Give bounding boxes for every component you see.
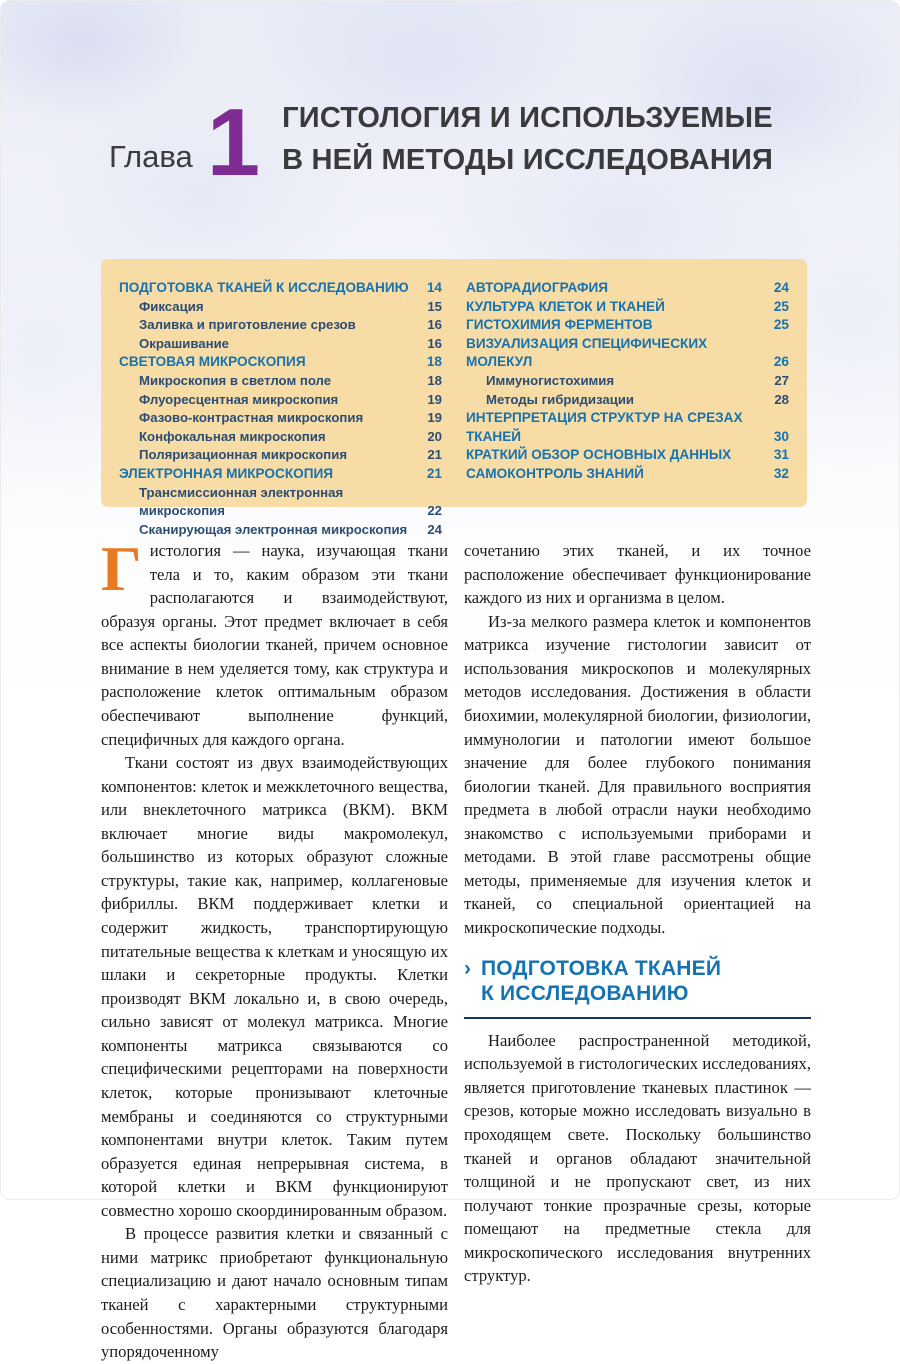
toc-entry-label[interactable]: САМОКОНТРОЛЬ ЗНАНИЙ [466,465,644,481]
toc-entry[interactable] [466,465,789,484]
toc-entry-page-number: 19 [427,410,442,426]
right-paragraphs-after [464,1029,811,1288]
toc-entry-label[interactable]: ИНТЕРПРЕТАЦИЯ СТРУКТУР НА СРЕЗАХ ТКАНЕЙ [466,410,743,444]
toc-entry-page-number: 30 [773,428,789,444]
toc-entry-page-number: 25 [773,317,789,333]
chapter-title [282,97,773,181]
toc-entry-page-number: 15 [427,298,442,314]
section-heading-title [481,956,721,1007]
body-column-left [101,533,448,1364]
toc-entry[interactable] [119,372,442,391]
toc-entry[interactable] [466,391,789,410]
toc-entry[interactable] [119,521,442,540]
chapter-number: 1 [206,89,261,197]
toc-entry-page-number: 18 [427,372,442,388]
paragraph: Из-за мелкого размера клеток и компонентов матрикса изучение гистологии зависит от использования микроскопов и молекулярных методов исследования. Достижения в области биохимии, молекулярной биологии, физиологии, иммунологии и патологии имеют большое значение для более глубокого понимания биологии тканей. Для правильного восприятия предмета в любой отрасли науки необходимо знакомство с используемыми приборами и методами. В этой главе рассмотрены общие методы, применяемые для изучения клеток и тканей, со специальной ориентацией на микроскопические подходы. [464,611,811,937]
toc-entry-label[interactable]: ГИСТОХИМИЯ ФЕРМЕНТОВ [466,317,653,333]
toc-entry-label[interactable]: ПОДГОТОВКА ТКАНЕЙ К ИССЛЕДОВАНИЮ [119,280,409,295]
paragraph: Ткани состоят из двух взаимодействующих компонентов: клеток и межклеточного вещества, или внеклеточного матрикса (ВКМ). ВКМ включает многие виды макромолекул, большинство из которых образуют сложные структуры, такие как, например, коллагеновые фибриллы. ВКМ поддерживает клетки и содержит жидкость, транспортирующую питательные вещества к клеткам и уносящую их шлаки и секреторные продукты. Клетки производят ВКМ локально и, в свою очередь, сильно зависят от молекул матрикса. Многие компоненты матрикса связываются со специфическими рецепторами на поверхности клеток, которые пронизывают клеточные мембраны и соединяются со структурными компонентами внутри клеток. Таким путем образуется единая непрерывная система, в которой клетки и ВКМ функционируют совместно хорошо скоординированным образом. [101,753,448,1220]
toc-entry-page-number: 14 [426,280,442,295]
toc-entry[interactable] [466,372,789,391]
toc-entry-page-number: 25 [773,298,789,314]
body-text [101,533,811,1364]
toc-entry[interactable] [119,298,442,317]
toc-column-left [119,279,442,537]
toc-entry-label[interactable]: Фиксация [139,298,204,314]
toc-entry-label[interactable]: Поляризационная микроскопия [139,447,348,463]
section-heading [464,956,811,1019]
toc-entry[interactable] [466,335,789,372]
chapter-title-line2: В НЕЙ МЕТОДЫ ИССЛЕДОВАНИЯ [282,144,774,177]
paragraph: сочетанию этих тканей, и их точное расположение обеспечивает функционирование каждого из них и организма в целом. [464,541,811,608]
toc-entry-page-number: 28 [774,391,789,407]
toc-entry-label[interactable]: Окрашивание [139,335,230,351]
toc-entry-page-number: 32 [773,465,789,481]
toc-entry-label[interactable]: СВЕТОВАЯ МИКРОСКОПИЯ [119,354,306,370]
toc-entry-label[interactable]: Иммуногистохимия [486,372,615,388]
toc-entry-page-number: 18 [426,354,442,370]
toc-entry-page-number: 21 [426,465,442,481]
chapter-header [109,89,774,197]
toc-entry-page-number: 21 [427,447,442,463]
toc-entry[interactable] [119,428,442,447]
toc-entry-page-number: 24 [773,280,789,295]
toc-entry[interactable] [466,409,789,446]
toc-entry-label[interactable]: ВИЗУАЛИЗАЦИЯ СПЕЦИФИЧЕСКИХ МОЛЕКУЛ [466,335,708,370]
toc-entry[interactable] [119,484,442,521]
paragraph-text: истология — наука, изучающая ткани тела и то, каким образом эти ткани располагаются и взаимодействуют, образуя органы. Этот предмет включает в себя все аспекты биологии тканей, причем основное внимание в нем уделяется тому, как структура и расположение клеток оптимальным образом обеспечивают выполнение функций, специфичных для каждого органа. [101,541,448,749]
toc-entry-label[interactable]: Фазово-контрастная микроскопия [139,410,364,426]
toc-entry-page-number: 26 [773,354,789,370]
toc-entry-label[interactable]: КРАТКИЙ ОБЗОР ОСНОВНЫХ ДАННЫХ [466,447,732,463]
toc-entry[interactable] [119,409,442,428]
section-heading-line1: ПОДГОТОВКА ТКАНЕЙ [481,956,722,980]
toc-entry[interactable] [119,391,442,410]
chevron-right-icon: › [464,956,471,980]
drop-cap-letter: Г [101,533,142,604]
toc-entry[interactable] [466,446,789,465]
toc-entry-page-number: 24 [427,521,442,537]
toc-entry[interactable] [119,465,442,484]
toc-entry-label[interactable]: Заливка и приготовление срезов [139,317,356,333]
toc-entry-page-number: 16 [427,335,442,351]
section-heading-line2: К ИССЛЕДОВАНИЮ [481,982,689,1006]
paragraph-dropcap [101,533,448,751]
toc-entry[interactable] [119,279,442,298]
right-paragraphs-before [464,539,811,940]
toc-entry[interactable] [119,353,442,372]
toc-entry-label[interactable]: Конфокальная микроскопия [139,428,326,444]
toc-entry-label[interactable]: АВТОРАДИОГРАФИЯ [466,280,609,295]
toc-entry-label[interactable]: Методы гибридизации [486,391,635,407]
toc-entry-label[interactable]: Флуоресцентная микроскопия [139,391,339,407]
body-column-right [464,539,811,1364]
toc-entry-label[interactable]: КУЛЬТУРА КЛЕТОК И ТКАНЕЙ [466,298,665,314]
toc-entry-page-number: 31 [773,447,789,463]
toc-entry-page-number: 19 [427,391,442,407]
toc-entry[interactable] [466,298,789,317]
toc-entry-page-number: 22 [427,503,442,519]
toc-entry[interactable] [119,446,442,465]
toc-entry-page-number: 27 [774,372,789,388]
chapter-label: Глава [109,139,193,175]
paragraph: В процессе развития клетки и связанный с ними матрикс приобретают функциональную специализацию и дают начало основным типам тканей с характерными структурными особенностями. Органы образуются благодаря упорядоченному [101,1224,448,1362]
toc-entry[interactable] [119,335,442,354]
left-paragraphs [101,751,448,1364]
toc-entry-page-number: 16 [427,317,442,333]
toc-entry-label[interactable]: Трансмиссионная электронная микроскопия [139,484,344,519]
toc-entry-page-number: 20 [427,428,442,444]
toc-entry[interactable] [119,316,442,335]
toc-entry-label[interactable]: Сканирующая электронная микроскопия [139,521,408,537]
toc-entry-label[interactable]: Микроскопия в светлом поле [139,372,332,388]
toc-column-right [466,279,789,491]
toc-entry[interactable] [466,316,789,335]
chapter-title-line1: ГИСТОЛОГИЯ И ИСПОЛЬЗУЕМЫЕ [282,102,773,134]
toc-entry[interactable] [466,279,789,298]
paragraph: Наиболее распространенной методикой, используемой в гистологических исследованиях, является приготовление тканевых пластинок — срезов, которые можно исследовать визуально в проходящем свете. Поскольку большинство тканей и органов обладают значительной толщиной и не пропускают свет, из них получают тонкие прозрачные срезы, которые помещают на предметные стекла для микроскопического исследования внутренних структур. [464,1030,811,1286]
toc-entry-label[interactable]: ЭЛЕКТРОННАЯ МИКРОСКОПИЯ [119,465,334,481]
toc-box [101,259,807,537]
